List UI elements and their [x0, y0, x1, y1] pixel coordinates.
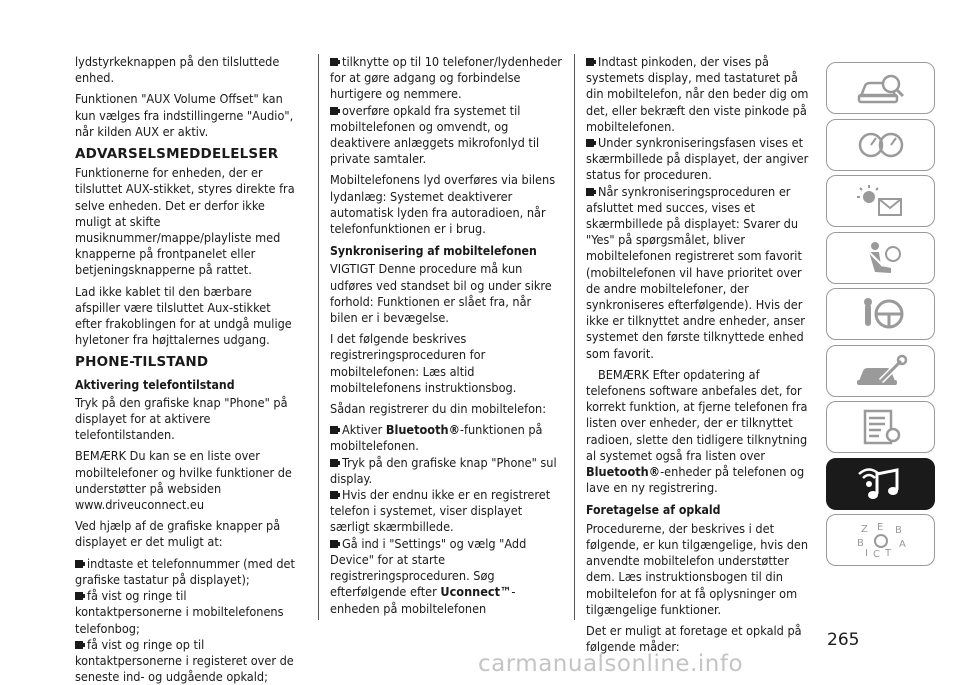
watermark: carmanualsonline.info [478, 651, 744, 677]
paragraph: Det er muligt at foretage et opkald på følgende måder: [586, 622, 802, 655]
column-2 [330, 54, 562, 617]
bullet-icon [330, 58, 338, 66]
column-3 [586, 54, 818, 660]
note-paragraph: BEMÆRK Du kan se en liste over mobiltelefoner og hvilke funktioner de understøtter på websiden www.driveuconnect.eu [75, 448, 292, 513]
list-item: Under synkroniseringsfasen vises et skærmbillede på displayet, der angiver status for proceduren. [586, 135, 809, 183]
paragraph: lydstyrkeknappen på den tilsluttede enhed. [75, 54, 280, 86]
list-item: Når synkroniseringsproceduren er afsluttet med succes, vises et skærmbillede på displayet: Svarer du "Yes" på spørgsmålet, bliver mobiltelefonen registreret som favorit (mobiltelefonen vil have prioritet over de andre mobiltelefoner, der synkroniseres efterfølgende). Hvis der ikke er tilknyttet andre enheder, anser systemet den første tilknyttede enhed som favorit. [586, 183, 805, 361]
list-item: få vist og ringe op til kontaktpersonerne i registeret over de seneste ind- og udgående opkald; [75, 636, 294, 685]
svg-text:B: B [894, 525, 902, 536]
warning-light-envelope-icon [851, 181, 911, 221]
list-item: få vist og ringe til kontaktpersonerne i mobiltelefonens telefonbog; [75, 588, 284, 636]
car-search-icon [851, 68, 911, 108]
tab-car-search[interactable] [826, 62, 935, 114]
list-item: Indtast pinkoden, der vises på systemets display, med tastaturet på din mobiltelefon, når den beder dig om det, eller bekræft den viste pinkode på mobiltelefonen. [586, 54, 809, 134]
steering-wheel-key-icon [851, 294, 911, 334]
list-item: Tryk på den grafiske knap "Phone" sul display. [330, 454, 557, 486]
bullet-icon [330, 540, 338, 548]
paragraph: Funktionen "AUX Volume Offset" kan kun vælges fra indstillingerne "Audio", når kilden AUX er aktiv. [75, 91, 294, 139]
paragraph: Funktionerne for enheden, der er tilsluttet AUX-stikket, styres direkte fra selve enheden. Det er derfor ikke muligt at skifte musiknummer/mappe/playliste med knapperne på frontpanelet eller betjeningsknapperne på rattet. [75, 165, 295, 278]
section-heading-phone: PHONE-TILSTAND [75, 354, 209, 371]
paragraph: Lad ikke kablet til den bærbare afspiller være tilsluttet Aux-stikket efter frakoblingen for at undgå mulige hyletoner fra højttalernes udgang. [75, 283, 292, 348]
list-item: Aktiver Bluetooth®-funktionen på mobiltelefonen. [330, 422, 543, 454]
bullet-icon [586, 58, 594, 66]
alphabetical-index-icon [851, 520, 911, 560]
tab-starting-driving[interactable] [826, 288, 935, 340]
tab-multimedia[interactable] [826, 458, 935, 510]
list-item: overføre opkald fra systemet til mobiltelefonen og omvendt, og deaktivere anlæggets mikrofonlyd til private samtaler. [330, 102, 540, 167]
paragraph: Sådan registrerer du din mobiltelefon: [330, 401, 547, 417]
svg-text:A: A [898, 539, 906, 550]
list-item: Hvis der endnu ikke er en registreret telefon i systemet, viser displayet særligt skærmbillede. [330, 487, 551, 535]
paragraph: Procedurerne, der beskrives i det følgende, er kun tilgængelige, hvis den anvendte mobiltelefon understøtter dem. Læs instruktionsbogen til din mobiltelefon for at få oplysninger om tilgængelige funktioner. [586, 520, 809, 617]
subheading-sync: Synkronisering af mobiltelefonen [330, 244, 537, 259]
list-item: tilknytte op til 10 telefoner/lydenheder for at gøre adgang og forbindelse hurtigere og nemmere. [330, 54, 562, 102]
paragraph: Ved hjælp af de grafiske knapper på displayet er det muligt at: [75, 518, 281, 550]
svg-text:E: E [876, 522, 883, 533]
chapter-sidebar [826, 62, 937, 571]
paragraph: Tryk på den grafiske knap "Phone" på displayet for at aktivere telefontilstanden. [75, 394, 288, 443]
svg-text:C: C [872, 549, 880, 560]
svg-text:I: I [864, 548, 868, 559]
tab-warning-lights[interactable] [826, 175, 935, 227]
paragraph: Mobiltelefonens lyd overføres via bilens lydanlæg: Systemet deaktiverer automatisk lyden fra autoradioen, når telefonfunktionen er i brug. [330, 172, 556, 237]
bullet-icon [75, 560, 83, 568]
seat-belt-airbag-icon [851, 238, 911, 278]
tab-technical-data[interactable] [826, 401, 935, 453]
list-item: indtaste et telefonnummer (med det grafiske tastatur på displayet); [75, 555, 295, 587]
bullet-icon [330, 491, 338, 499]
svg-text:Z: Z [860, 524, 868, 535]
column-1 [75, 54, 297, 685]
column-divider-2 [574, 54, 575, 620]
page-number: 265 [827, 630, 860, 650]
tab-index[interactable] [826, 514, 935, 566]
tab-dashboard[interactable] [826, 119, 935, 171]
bullet-icon [330, 459, 338, 467]
subheading-call: Foretagelse af opkald [586, 503, 721, 518]
paragraph: I det følgende beskrives registreringsproceduren for mobiltelefonen: Læs altid mobiltelefonens instruktionsbog. [330, 331, 517, 395]
note-paragraph: BEMÆRK Efter opdatering af telefonens software anbefales det, for korrekt funktion, at fjerne telefonen fra listen over enheder, der er tilknyttet radioen, slette den tidligere tilknytning al systemet også fra listen over Bluetooth®-enheder på telefonen og lave en ny registrering. [586, 366, 808, 496]
tab-safety[interactable] [826, 232, 935, 284]
important-paragraph: VIGTIGT Denne procedure må kun udføres ved standset bil og under sikre forhold: Funktionen er slået fra, når bilen er i bevægelse. [330, 261, 552, 326]
bullet-icon [330, 426, 338, 434]
svg-text:T: T [884, 548, 891, 559]
car-wrench-icon [851, 351, 911, 391]
svg-text:B: B [856, 538, 864, 549]
bullet-icon [330, 107, 338, 115]
list-item: Gå ind i "Settings" og vælg "Add Device" for at starte registreringsproceduren. Søg efterfølgende efter Uconnect™-enheden på mobiltelefonen [330, 535, 527, 616]
bullet-icon [586, 139, 594, 147]
bullet-icon [75, 592, 83, 600]
column-divider-1 [318, 54, 319, 620]
section-heading-warnings: ADVARSELSMEDDELELSER [75, 146, 279, 163]
dashboard-icon [851, 125, 911, 165]
subheading-activation: Aktivering telefontilstand [75, 377, 235, 392]
bullet-icon [586, 188, 594, 196]
tab-emergency[interactable] [826, 345, 935, 397]
multimedia-icon [851, 464, 911, 504]
bullet-icon [75, 641, 83, 649]
technical-data-icon [851, 407, 911, 447]
